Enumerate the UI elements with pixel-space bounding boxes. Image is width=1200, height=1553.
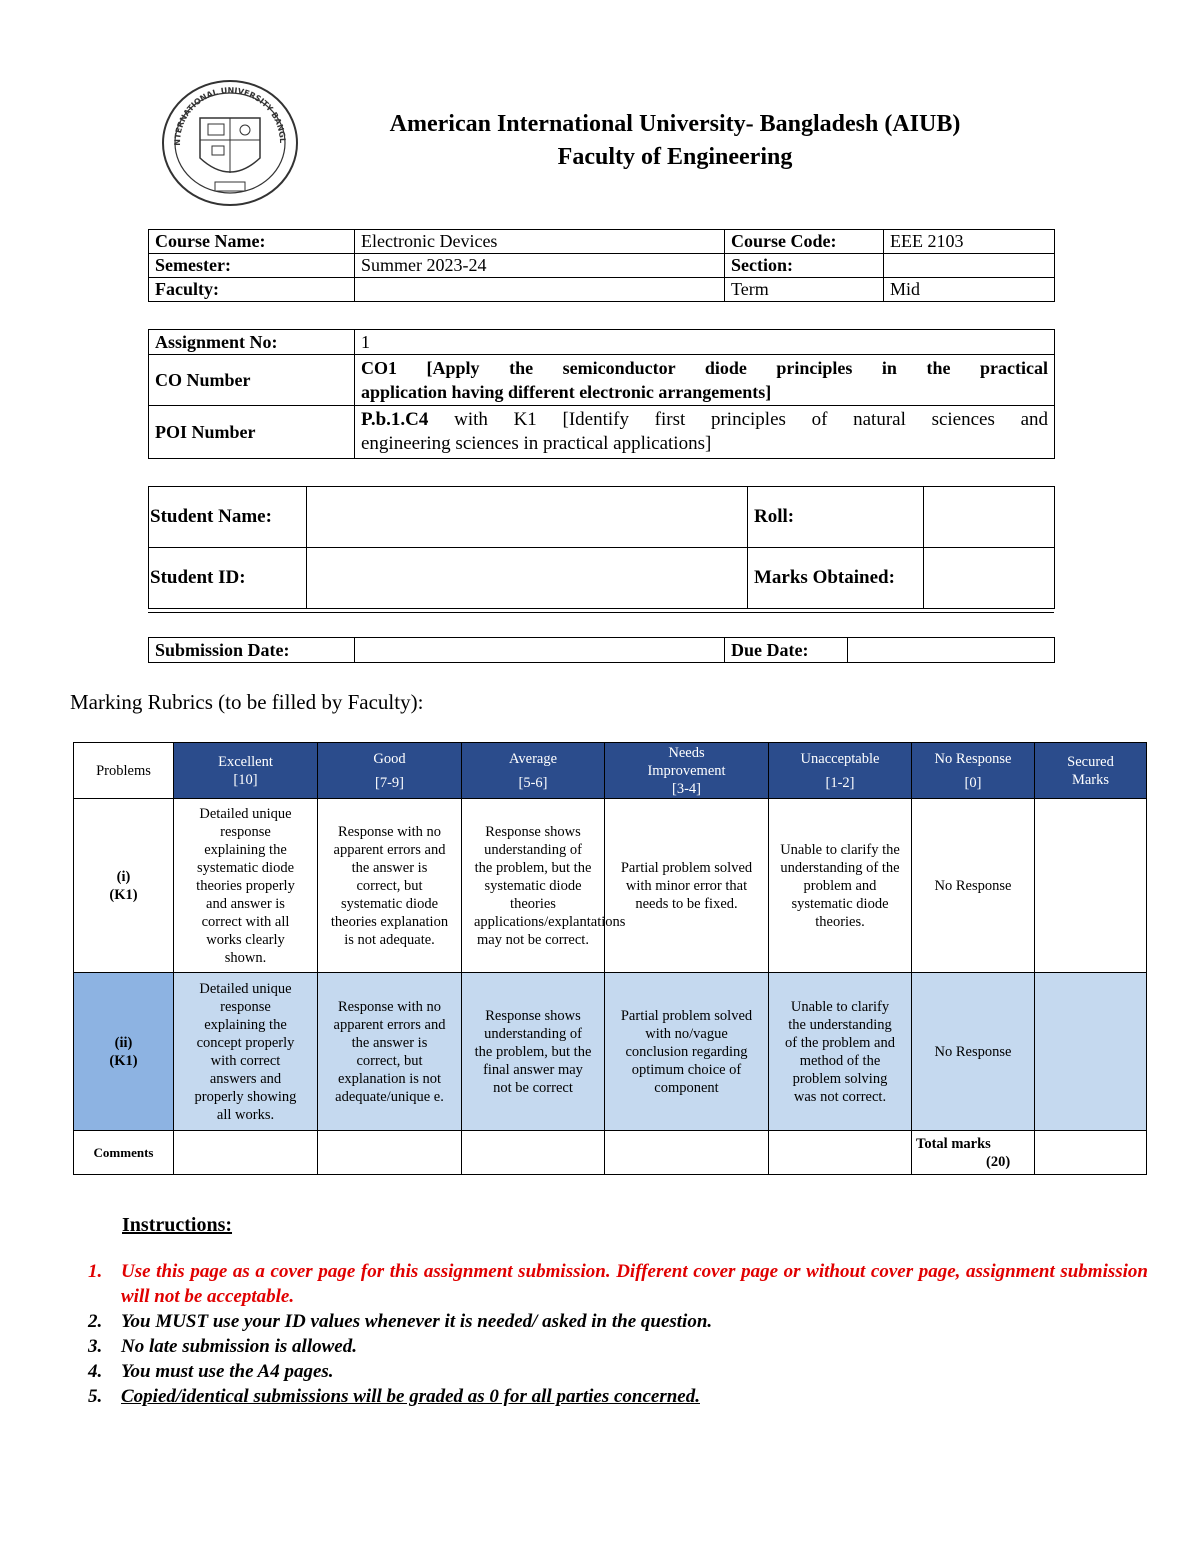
student-name-field[interactable] bbox=[307, 487, 748, 548]
header-excellent: Excellent [10] bbox=[174, 743, 318, 799]
roll-label: Roll: bbox=[748, 487, 924, 548]
rubric-cell-no-response: No Response bbox=[912, 799, 1035, 973]
rubric-cell-good: Response with no apparent errors and the answer is correct, but systematic diode theories explanation is not adequate. bbox=[318, 799, 462, 973]
comment-field[interactable] bbox=[174, 1131, 318, 1175]
instructions-title: Instructions: bbox=[122, 1214, 233, 1236]
comments-label: Comments bbox=[74, 1131, 174, 1175]
submission-date-field[interactable] bbox=[355, 638, 725, 663]
instructions-section bbox=[88, 1214, 1148, 1409]
co-line-2: application having different electronic arrangements] bbox=[361, 382, 772, 402]
co-value bbox=[355, 355, 1055, 406]
rubric-cell-average: Response shows understanding of the problem, but the systematic diode theories applications/explantations may not be correct. bbox=[462, 799, 605, 973]
student-name-label: Student Name: bbox=[149, 487, 307, 548]
faculty-name: Faculty of Engineering bbox=[557, 144, 793, 170]
course-code-label: Course Code: bbox=[725, 230, 884, 254]
rubric-cell-unacceptable: Unable to clarify the understanding of the problem and method of the problem solving was not correct. bbox=[769, 973, 912, 1131]
rubric-cell-excellent: Detailed unique response explaining the concept properly with correct answers and properly showing all works. bbox=[174, 973, 318, 1131]
dates-table bbox=[148, 637, 1055, 663]
co-line-1: CO1 [Apply the semiconductor diode principles in the practical bbox=[361, 358, 1048, 378]
semester-value: Summer 2023-24 bbox=[355, 254, 725, 278]
poi-code: P.b.1.C4 bbox=[361, 409, 429, 430]
section-field[interactable] bbox=[884, 254, 1055, 278]
course-info-table bbox=[148, 229, 1055, 302]
rubric-title: Marking Rubrics (to be filled by Faculty): bbox=[70, 690, 424, 714]
student-id-label: Student ID: bbox=[149, 548, 307, 609]
due-date-field[interactable] bbox=[848, 638, 1055, 663]
instruction-item: 4. You must use the A4 pages. bbox=[88, 1361, 334, 1382]
dates-row bbox=[149, 638, 1055, 663]
course-name-label: Course Name: bbox=[149, 230, 355, 254]
term-label: Term bbox=[725, 278, 884, 302]
problem-cell: (i) (K1) bbox=[74, 799, 174, 973]
student-id-field[interactable] bbox=[307, 548, 748, 609]
marks-obtained-field[interactable] bbox=[924, 548, 1055, 609]
university-name: American International University- Bangladesh (AIUB) bbox=[389, 111, 961, 137]
rubric-row-1 bbox=[74, 799, 1147, 973]
semester-row bbox=[149, 254, 1055, 278]
course-row bbox=[149, 230, 1055, 254]
faculty-row bbox=[149, 278, 1055, 302]
faculty-label: Faculty: bbox=[149, 278, 355, 302]
term-value: Mid bbox=[884, 278, 1055, 302]
comment-field[interactable] bbox=[462, 1131, 605, 1175]
instruction-item: 5. Copied/identical submissions will be graded as 0 for all parties concerned. bbox=[88, 1386, 700, 1407]
rubric-header-row bbox=[74, 743, 1147, 799]
assignment-info-table bbox=[148, 329, 1055, 459]
logo-seal-text: NTERNATIONAL UNIVERSITY BANGL bbox=[172, 85, 288, 146]
header-problems: Problems bbox=[74, 743, 174, 799]
total-secured-marks-field[interactable] bbox=[1035, 1131, 1147, 1175]
total-marks-cell: Total marks (20) bbox=[912, 1131, 1035, 1175]
divider-line bbox=[148, 612, 1054, 613]
header-unacceptable: Unacceptable [1-2] bbox=[769, 743, 912, 799]
poi-label: POI Number bbox=[149, 406, 355, 459]
section-label: Section: bbox=[725, 254, 884, 278]
assignment-no-row bbox=[149, 330, 1055, 355]
comment-field[interactable] bbox=[769, 1131, 912, 1175]
poi-line-2: engineering sciences in practical applications] bbox=[361, 433, 712, 454]
rubric-cell-average: Response shows understanding of the problem, but the final answer may not be correct bbox=[462, 973, 605, 1131]
faculty-field[interactable] bbox=[355, 278, 725, 302]
rubric-cell-needs-improvement: Partial problem solved with minor error that needs to be fixed. bbox=[605, 799, 769, 973]
student-row-2 bbox=[149, 548, 1055, 609]
rubric-cell-unacceptable: Unable to clarify the understanding of the problem and systematic diode theories. bbox=[769, 799, 912, 973]
co-row bbox=[149, 355, 1055, 406]
comment-field[interactable] bbox=[605, 1131, 769, 1175]
rubric-row-2 bbox=[74, 973, 1147, 1131]
poi-row bbox=[149, 406, 1055, 459]
header-average: Average [5-6] bbox=[462, 743, 605, 799]
header-secured-marks: Secured Marks bbox=[1035, 743, 1147, 799]
roll-field[interactable] bbox=[924, 487, 1055, 548]
rubric-cell-no-response: No Response bbox=[912, 973, 1035, 1131]
document-header bbox=[150, 108, 1200, 174]
instruction-item: 1. Use this page as a cover page for this assignment submission. Different cover page or without cover page, assignment submission will not be acceptable. bbox=[88, 1261, 1148, 1307]
header-no-response: No Response [0] bbox=[912, 743, 1035, 799]
instruction-item: 3. No late submission is allowed. bbox=[88, 1336, 357, 1357]
assignment-no-value: 1 bbox=[355, 330, 1055, 355]
co-label: CO Number bbox=[149, 355, 355, 406]
course-name-value: Electronic Devices bbox=[355, 230, 725, 254]
header-good: Good [7-9] bbox=[318, 743, 462, 799]
rubric-comments-row bbox=[74, 1131, 1147, 1175]
poi-value bbox=[355, 406, 1055, 459]
assignment-no-label: Assignment No: bbox=[149, 330, 355, 355]
due-date-label: Due Date: bbox=[725, 638, 848, 663]
rubric-cell-excellent: Detailed unique response explaining the systematic diode theories properly and answer is correct with all works clearly shown. bbox=[174, 799, 318, 973]
poi-line-1 bbox=[361, 408, 1048, 432]
student-row-1 bbox=[149, 487, 1055, 548]
submission-date-label: Submission Date: bbox=[149, 638, 355, 663]
comment-field[interactable] bbox=[318, 1131, 462, 1175]
secured-marks-field[interactable] bbox=[1035, 799, 1147, 973]
marking-rubric-table bbox=[73, 742, 1147, 1175]
secured-marks-field[interactable] bbox=[1035, 973, 1147, 1131]
student-info-table bbox=[148, 486, 1055, 609]
semester-label: Semester: bbox=[149, 254, 355, 278]
course-code-value: EEE 2103 bbox=[884, 230, 1055, 254]
poi-line-1-rest: with K1 [Identify first principles of natural sciences and bbox=[428, 409, 1048, 430]
marks-obtained-label: Marks Obtained: bbox=[748, 548, 924, 609]
header-needs-improvement: Needs Improvement [3-4] bbox=[605, 743, 769, 799]
problem-cell: (ii) (K1) bbox=[74, 973, 174, 1131]
instruction-item: 2. You MUST use your ID values whenever it is needed/ asked in the question. bbox=[88, 1311, 713, 1332]
rubric-cell-needs-improvement: Partial problem solved with no/vague conclusion regarding optimum choice of component bbox=[605, 973, 769, 1131]
rubric-cell-good: Response with no apparent errors and the answer is correct, but explanation is not adequate/unique e. bbox=[318, 973, 462, 1131]
